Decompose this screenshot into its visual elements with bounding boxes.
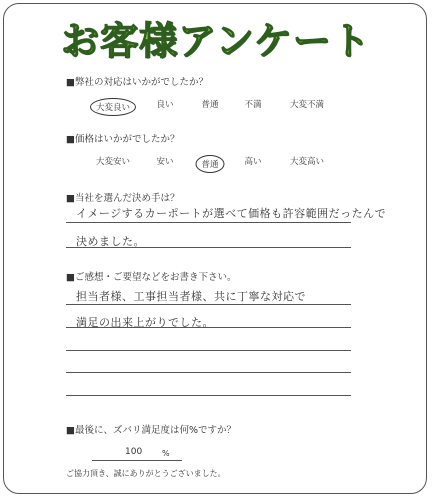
satisfaction-value: 100 bbox=[125, 447, 143, 457]
answer-line bbox=[66, 304, 351, 305]
option-price-5[interactable]: 大変高い bbox=[289, 157, 325, 167]
answer-comments-line-2: 満足の出来上がりでした。 bbox=[76, 316, 214, 329]
question-comments: ■ご感想・ご要望などをお書き下さい。 bbox=[66, 272, 237, 283]
answer-line bbox=[66, 222, 351, 223]
satisfaction-line bbox=[92, 460, 182, 461]
survey-title: お客様アンケート bbox=[61, 19, 371, 63]
option-price-3[interactable]: 普通 bbox=[195, 155, 224, 173]
question-reason: ■当社を選んだ決め手は？ bbox=[66, 193, 180, 204]
answer-reason-line-2: 決めました。 bbox=[76, 235, 145, 248]
option-service-1[interactable]: 大変良い bbox=[90, 98, 136, 116]
question-price: ■価格はいかがでしたか？ bbox=[66, 134, 180, 145]
option-price-4[interactable]: 高い bbox=[244, 157, 262, 167]
thank-you-note: ご協力頂き、誠にありがとうございました。 bbox=[66, 469, 226, 478]
option-price-2[interactable]: 安い bbox=[156, 157, 174, 167]
option-service-2[interactable]: 良い bbox=[156, 100, 174, 110]
answer-comments-line-1: 担当者様、工事担当者様、共に丁寧な対応で bbox=[76, 290, 306, 303]
question-service: ■弊社の対応はいかがでしたか？ bbox=[66, 77, 208, 88]
answer-line bbox=[66, 327, 351, 328]
answer-line bbox=[66, 350, 351, 351]
option-service-3[interactable]: 普通 bbox=[201, 100, 219, 110]
answer-reason-line-1: イメージするカーポートが選べて価格も許容範囲だったんで bbox=[76, 207, 387, 220]
option-price-1[interactable]: 大変安い bbox=[95, 157, 131, 167]
question-satisfaction: ■最後に、ズバリ満足度は何%ですか？ bbox=[66, 425, 237, 436]
options-price bbox=[0, 155, 432, 169]
option-service-4[interactable]: 不満 bbox=[244, 100, 262, 110]
satisfaction-unit: % bbox=[162, 449, 170, 458]
answer-line bbox=[66, 372, 351, 373]
option-service-5[interactable]: 大変不満 bbox=[289, 100, 325, 110]
options-service bbox=[0, 98, 432, 112]
answer-line bbox=[66, 247, 351, 248]
answer-line bbox=[66, 395, 351, 396]
